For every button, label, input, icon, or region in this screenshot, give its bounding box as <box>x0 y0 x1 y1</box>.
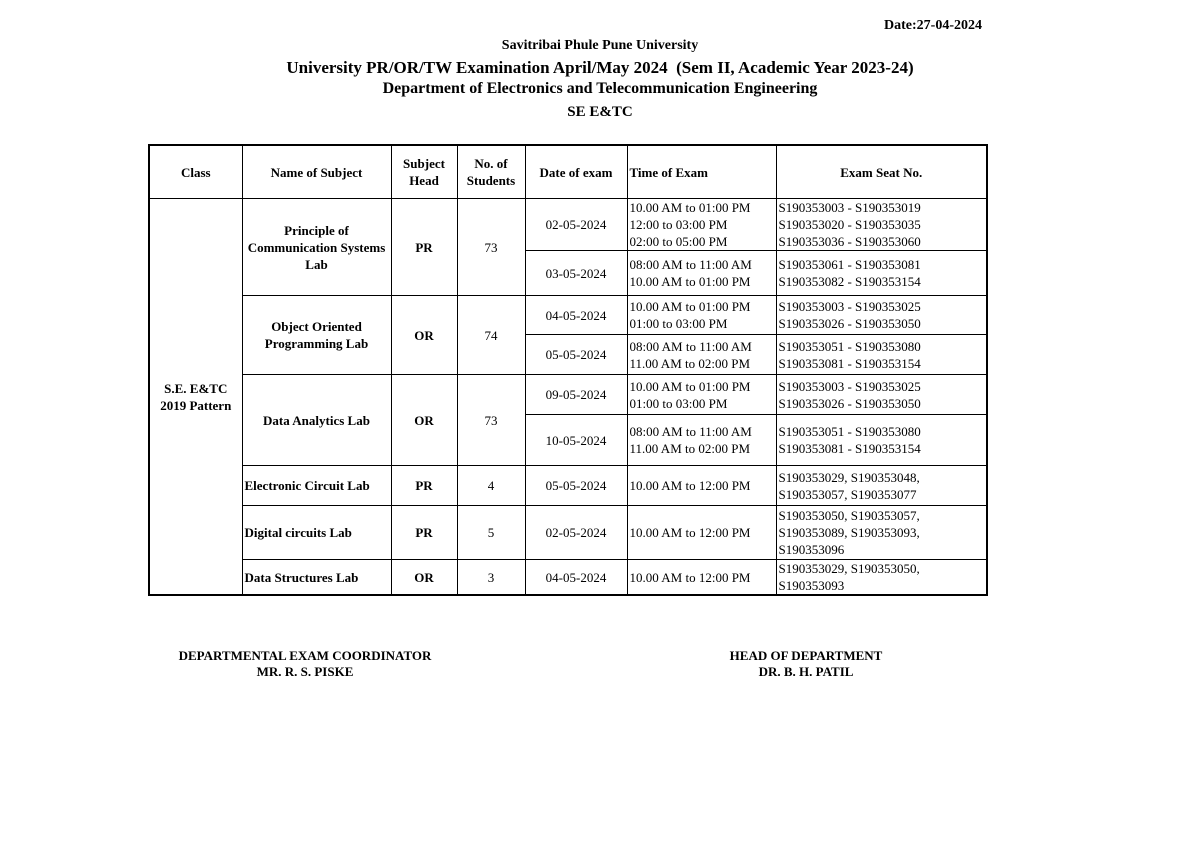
subject-name: Electronic Circuit Lab <box>242 466 391 506</box>
seat-range: S190353003 - S190353025 <box>778 378 921 394</box>
student-count: 73 <box>457 199 525 296</box>
hod-title: HEAD OF DEPARTMENT <box>729 648 883 663</box>
exam-time: 10.00 AM to 01:00 PM <box>629 299 751 314</box>
seat-range: S190353057, S190353077 <box>778 486 917 502</box>
exam-time: 01:00 to 03:00 PM <box>629 395 728 411</box>
subject-head: PR <box>391 466 457 506</box>
exam-time: 08:00 AM to 11:00 AM <box>629 424 752 439</box>
exam-times <box>627 199 776 251</box>
coordinator-title: DEPARTMENTAL EXAM COORDINATOR <box>178 648 432 663</box>
seat-range: S190353096 <box>778 542 845 557</box>
exam-times <box>627 375 776 415</box>
exam-date: 05-05-2024 <box>525 466 627 506</box>
seat-range: S190353036 - S190353060 <box>778 234 921 249</box>
coordinator-signature <box>165 648 445 680</box>
exam-time: 10.00 AM to 01:00 PM <box>629 274 751 289</box>
col-subject: Name of Subject <box>242 145 391 199</box>
seat-numbers <box>776 199 987 251</box>
exam-times <box>627 560 776 596</box>
class-label-line2: 2019 Pattern <box>160 397 232 413</box>
department-name: Department of Electronics and Telecommunication Engineering <box>382 80 818 97</box>
exam-date: 02-05-2024 <box>525 506 627 560</box>
exam-time: 10.00 AM to 01:00 PM <box>629 378 751 394</box>
col-date: Date of exam <box>525 145 627 199</box>
table-row <box>149 375 987 415</box>
student-count: 4 <box>457 466 525 506</box>
seat-range: S190353051 - S190353080 <box>778 338 921 354</box>
exam-times <box>627 251 776 296</box>
col-class: Class <box>149 145 242 199</box>
exam-times <box>627 466 776 506</box>
hod-name: DR. B. H. PATIL <box>758 664 854 679</box>
col-students: No. of Students <box>457 145 525 199</box>
class-cell <box>149 199 242 596</box>
exam-time: 08:00 AM to 11:00 AM <box>629 338 752 354</box>
seat-numbers <box>776 415 987 466</box>
table-row <box>149 466 987 506</box>
exam-time: 12:00 to 03:00 PM <box>629 217 728 232</box>
table-row <box>149 560 987 596</box>
table-row <box>149 296 987 335</box>
exam-times <box>627 335 776 375</box>
subject-name: Data Analytics Lab <box>242 375 391 466</box>
exam-time: 11.00 AM to 02:00 PM <box>629 441 751 456</box>
seat-range: S190353089, S190353093, <box>778 525 920 540</box>
seat-range: S190353051 - S190353080 <box>778 424 921 439</box>
seat-range: S190353081 - S190353154 <box>778 355 921 371</box>
student-count: 3 <box>457 560 525 596</box>
col-subject-head: Subject Head <box>391 145 457 199</box>
table-row <box>149 199 987 251</box>
subject-head: PR <box>391 506 457 560</box>
seat-numbers <box>776 251 987 296</box>
col-seat: Exam Seat No. <box>776 145 987 199</box>
seat-range: S190353081 - S190353154 <box>778 441 921 456</box>
seat-numbers <box>776 296 987 335</box>
subject-name: Digital circuits Lab <box>242 506 391 560</box>
subject-head: OR <box>391 375 457 466</box>
student-count: 74 <box>457 296 525 375</box>
subject-head: PR <box>391 199 457 296</box>
exam-date: 04-05-2024 <box>525 560 627 596</box>
student-count: 73 <box>457 375 525 466</box>
exam-times <box>627 296 776 335</box>
exam-date: 02-05-2024 <box>525 199 627 251</box>
coordinator-name: MR. R. S. PISKE <box>256 664 354 679</box>
exam-time: 10.00 AM to 01:00 PM <box>629 200 751 215</box>
seat-range: S190353050, S190353057, <box>778 508 920 523</box>
exam-time: 02:00 to 05:00 PM <box>629 234 728 249</box>
seat-range: S190353061 - S190353081 <box>778 257 921 272</box>
subject-head: OR <box>391 560 457 596</box>
seat-range: S190353003 - S190353019 <box>778 200 921 215</box>
subject-name: Object Oriented Programming Lab <box>242 296 391 375</box>
university-name: Savitribai Phule Pune University <box>501 38 699 53</box>
seat-range: S190353093 <box>778 578 845 593</box>
exam-date: 03-05-2024 <box>525 251 627 296</box>
exam-date: 10-05-2024 <box>525 415 627 466</box>
table-header-row <box>149 145 987 199</box>
exam-time: 10.00 AM to 12:00 PM <box>629 478 751 493</box>
table-row <box>149 506 987 560</box>
exam-time: 10.00 AM to 12:00 PM <box>629 569 751 585</box>
seat-numbers <box>776 335 987 375</box>
exam-time: 10.00 AM to 12:00 PM <box>629 525 751 540</box>
hod-signature <box>666 648 946 680</box>
class-heading: SE E&TC <box>567 104 633 120</box>
exam-time: 11.00 AM to 02:00 PM <box>629 355 751 371</box>
seat-range: S190353029, S190353048, <box>778 469 920 485</box>
exam-time: 01:00 to 03:00 PM <box>629 316 728 331</box>
seat-range: S190353026 - S190353050 <box>778 395 921 411</box>
seat-range: S190353003 - S190353025 <box>778 299 921 314</box>
col-time: Time of Exam <box>627 145 776 199</box>
seat-range: S190353026 - S190353050 <box>778 316 921 331</box>
document-date: Date:27-04-2024 <box>884 18 982 33</box>
seat-range: S190353029, S190353050, <box>778 561 920 576</box>
subject-name: Data Structures Lab <box>242 560 391 596</box>
exam-times <box>627 415 776 466</box>
seat-numbers <box>776 506 987 560</box>
subject-head: OR <box>391 296 457 375</box>
exam-date: 09-05-2024 <box>525 375 627 415</box>
student-count: 5 <box>457 506 525 560</box>
seat-numbers <box>776 466 987 506</box>
seat-numbers <box>776 375 987 415</box>
exam-time: 08:00 AM to 11:00 AM <box>629 257 752 272</box>
subject-name: Principle of Communication Systems Lab <box>242 199 391 296</box>
exam-date: 04-05-2024 <box>525 296 627 335</box>
exam-times <box>627 506 776 560</box>
seat-numbers <box>776 560 987 596</box>
exam-schedule-table <box>148 144 988 596</box>
exam-title: University PR/OR/TW Examination April/May 2024 (Sem II, Academic Year 2023-24) <box>286 58 914 77</box>
seat-range: S190353020 - S190353035 <box>778 217 921 232</box>
seat-range: S190353082 - S190353154 <box>778 274 921 289</box>
class-label-line1: S.E. E&TC <box>164 380 228 396</box>
exam-date: 05-05-2024 <box>525 335 627 375</box>
